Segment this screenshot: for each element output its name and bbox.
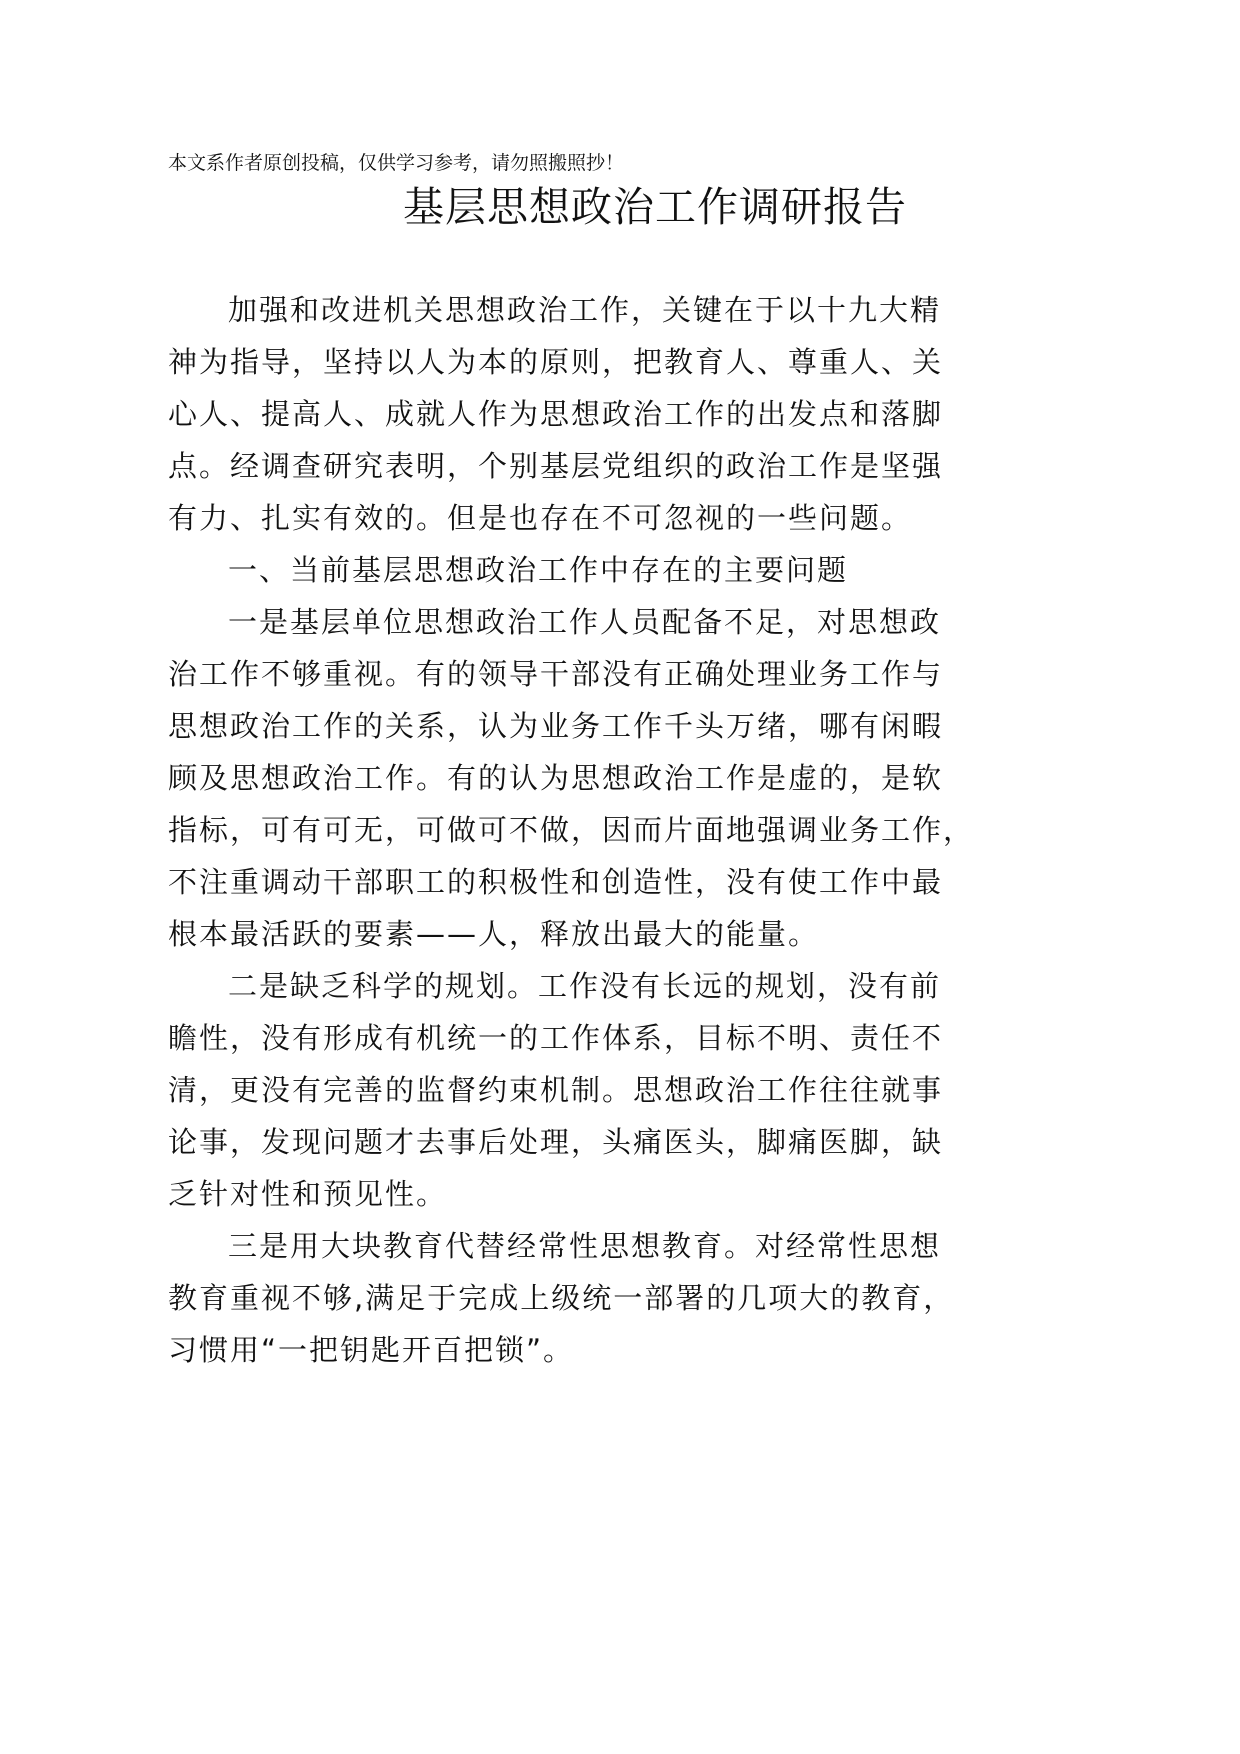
body-text-line: 三是用大块教育代替经常性思想教育。对经常性思想 [228,1229,942,1263]
copyright-note: 本文系作者原创投稿，仅供学习参考，请勿照搬照抄！ [168,152,625,174]
body-text-line: 指标，可有可无，可做可不做，因而片面地强调业务工作， [168,813,975,847]
body-text-line: 顾及思想政治工作。有的认为思想政治工作是虚的，是软 [168,761,944,795]
body-text-line: 清，更没有完善的监督约束机制。思想政治工作往往就事 [168,1073,944,1107]
body-text-line: 论事，发现问题才去事后处理，头痛医头，脚痛医脚，缺 [168,1125,944,1159]
body-text-line: 治工作不够重视。有的领导干部没有正确处理业务工作与 [168,657,944,691]
body-text-line: 一是基层单位思想政治工作人员配备不足，对思想政 [228,605,942,639]
document-title: 基层思想政治工作调研报告 [403,183,907,231]
body-text-line: 习惯用“一把钥匙开百把锁”。 [168,1333,575,1367]
body-text-line: 思想政治工作的关系，认为业务工作千头万绪，哪有闲暇 [168,709,944,743]
body-text-line: 点。经调查研究表明，个别基层党组织的政治工作是坚强 [168,449,944,483]
body-text-line: 神为指导，坚持以人为本的原则，把教育人、尊重人、关 [168,345,944,379]
body-text-line: 乏针对性和预见性。 [168,1177,448,1211]
body-text-line: 二是缺乏科学的规划。工作没有长远的规划，没有前 [228,969,942,1003]
body-text-line: 心人、提高人、成就人作为思想政治工作的出发点和落脚 [168,397,944,431]
body-text-line: 有力、扎实有效的。但是也存在不可忽视的一些问题。 [168,501,913,535]
body-text-line: 一、当前基层思想政治工作中存在的主要问题 [228,553,849,587]
body-text-line: 不注重调动干部职工的积极性和创造性，没有使工作中最 [168,865,944,899]
body-text-line: 加强和改进机关思想政治工作，关键在于以十九大精 [228,293,942,327]
body-text-line: 根本最活跃的要素——人，释放出最大的能量。 [168,917,820,951]
body-text-line: 瞻性，没有形成有机统一的工作体系，目标不明、责任不 [168,1021,944,1055]
body-text-line: 教育重视不够,满足于完成上级统一部署的几项大的教育， [168,1281,955,1315]
